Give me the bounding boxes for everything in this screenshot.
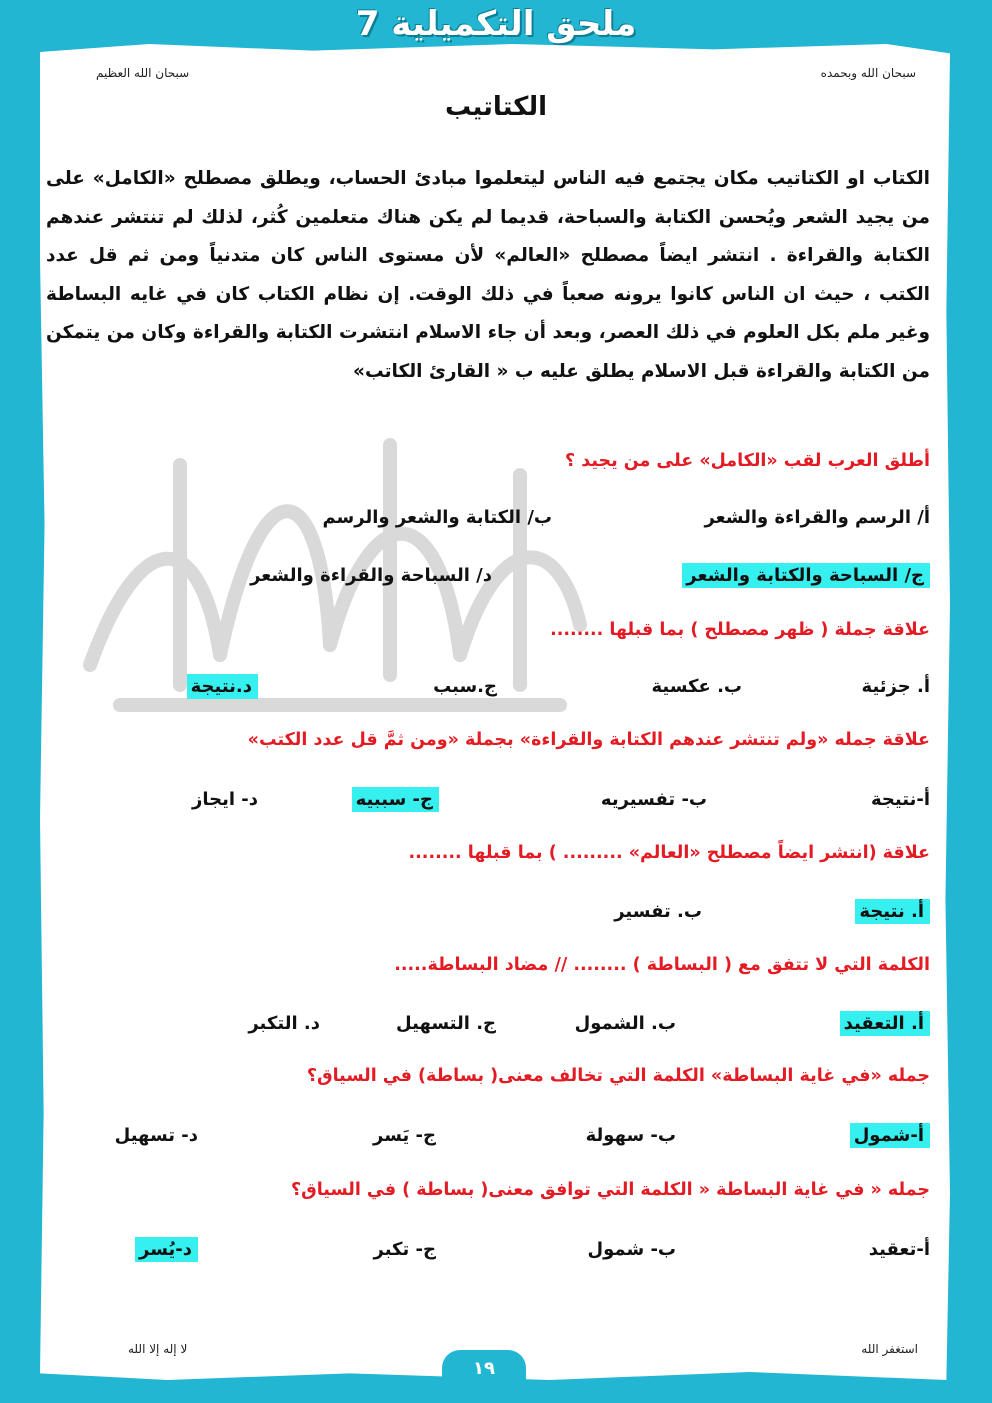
- q1-option-b[interactable]: ب/ الكتابة والشعر والرسم: [322, 507, 552, 528]
- q3-option-d[interactable]: د- ايجاز: [192, 789, 258, 810]
- q1-option-c[interactable]: [682, 560, 930, 592]
- question-2: علاقة جملة ( ظهر مصطلح ) بما قبلها ........: [550, 620, 930, 640]
- q2-option-c[interactable]: ج.سبب: [433, 676, 497, 697]
- q6-answer-highlight: أ-شمول: [850, 1123, 930, 1148]
- q1-answer-highlight: ج/ السباحة والكتابة والشعر: [682, 563, 930, 588]
- q5-option-a[interactable]: [840, 1008, 930, 1040]
- question-1: أطلق العرب لقب «الكامل» على من يجيد ؟: [564, 451, 930, 471]
- question-6: جمله «في غاية البساطة» الكلمة التي تخالف معنى( بساطة) في السياق؟: [306, 1066, 930, 1086]
- q4-option-a[interactable]: [855, 896, 930, 928]
- q5-answer-highlight: أ. التعقيد: [840, 1011, 930, 1036]
- q7-option-d[interactable]: [135, 1234, 198, 1266]
- q7-option-c[interactable]: ج- تكبر: [373, 1239, 436, 1260]
- q5-option-d[interactable]: د. التكبر: [248, 1013, 320, 1034]
- q4-answer-highlight: أ. نتيجة: [855, 899, 930, 924]
- banner-title: ملحق التكميلية 7: [355, 4, 637, 44]
- q5-option-b[interactable]: ب. الشمول: [574, 1013, 676, 1034]
- q6-option-d[interactable]: د- تسهيل: [114, 1125, 198, 1146]
- question-4: علاقة (انتشر ايضاً مصطلح «العالم» ......... ) بما قبلها ........: [408, 843, 930, 863]
- page-number: ١٩: [442, 1350, 526, 1386]
- header-left-text: سبحان الله العظيم: [96, 66, 190, 80]
- q1-option-d[interactable]: د/ السباحة والقراءة والشعر: [250, 565, 492, 586]
- q2-option-d[interactable]: [187, 671, 258, 703]
- q2-option-a[interactable]: أ. جزئية: [861, 676, 930, 697]
- footer-right-text: استغفر الله: [861, 1342, 918, 1356]
- q6-option-c[interactable]: ج- يَسر: [373, 1125, 436, 1146]
- q2-answer-highlight: د.نتيجة: [187, 674, 258, 699]
- q3-option-b[interactable]: ب- تفسيريه: [600, 789, 707, 810]
- question-5: الكلمة التي لا تتفق مع ( البساطة ) ........ // مضاد البساطة.....: [394, 955, 930, 975]
- q6-option-b[interactable]: ب- سهولة: [585, 1125, 676, 1146]
- q1-option-a[interactable]: أ/ الرسم والقراءة والشعر: [704, 507, 930, 528]
- footer-left-text: لا إله إلا الله: [128, 1342, 188, 1356]
- q4-option-b[interactable]: ب. تفسير: [614, 901, 702, 922]
- passage: [46, 160, 930, 391]
- top-banner: [0, 0, 992, 48]
- q3-answer-highlight: ج- سببيه: [352, 787, 439, 812]
- q7-option-b[interactable]: ب- شمول: [587, 1239, 676, 1260]
- q2-option-b[interactable]: ب. عكسية: [651, 676, 742, 697]
- q3-option-c[interactable]: [352, 784, 439, 816]
- header-right-text: سبحان الله وبحمده: [820, 66, 916, 80]
- question-7: جمله « في غاية البساطة « الكلمة التي توافق معنى( بساطة ) في السياق؟: [290, 1180, 930, 1200]
- q3-option-a[interactable]: أ-نتيجة: [871, 789, 930, 810]
- q7-answer-highlight: د-يُسر: [135, 1237, 198, 1262]
- page-title: الكتاتيب: [444, 92, 548, 122]
- q5-option-c[interactable]: ج. التسهيل: [396, 1013, 496, 1034]
- passage-paragraph: الكتاب او الكتاتيب مكان يجتمع فيه الناس ليتعلموا مبادئ الحساب، ويطلق مصطلح «الكامل» على من يجيد الشعر ويُحسن الكتابة والسباحة، قديما لم يكن هناك متعلمين كُثر، لذلك لم تنتشر عندهم الكتابة والقراءة . انتشر ايضاً مصطلح «العالم» لأن مستوى الناس كان متدنياً ومن ثم قل عدد الكتب ، حيث ان الناس كانوا يرونه صعباً في ذلك الوقت. إن نظام الكتاب كان في غايه البساطة وغير ملم بكل العلوم في ذلك العصر، وبعد أن جاء الاسلام انتشرت الكتابة والقراءة وكان من يتمكن من الكتابة والقراءة قبل الاسلام يطلق عليه ب « القارئ الكاتب»: [46, 168, 930, 382]
- question-3: علاقة جمله «ولم تنتشر عندهم الكتابة والقراءة» بجملة «ومن ثمَّ قل عدد الكتب»: [247, 730, 930, 750]
- q7-option-a[interactable]: أ-تعقيد: [868, 1239, 930, 1260]
- q6-option-a[interactable]: [850, 1120, 930, 1152]
